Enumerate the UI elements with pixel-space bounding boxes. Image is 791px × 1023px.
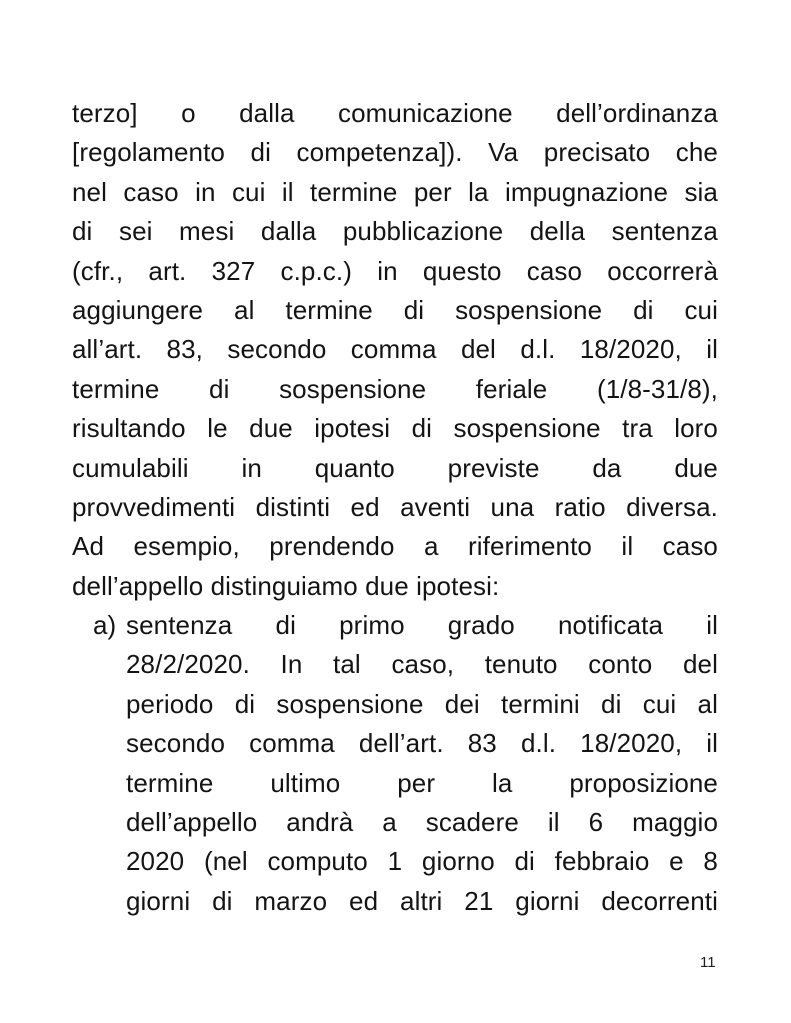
text-line: cumulabili in quanto previste da due bbox=[72, 452, 718, 483]
list-item-a-marker: a) bbox=[93, 610, 117, 641]
list-item-a-lines bbox=[126, 606, 718, 921]
text-line: aggiungere al termine di sospensione di cui bbox=[72, 294, 718, 325]
text-line: dell’appello distinguiamo due ipotesi: bbox=[72, 570, 500, 601]
page-number: 11 bbox=[700, 954, 716, 971]
text-line: nel caso in cui il termine per la impugnazione sia bbox=[72, 176, 718, 207]
text-line: risultando le due ipotesi di sospensione tra loro bbox=[72, 413, 718, 444]
text-line: Ad esempio, prendendo a riferimento il caso bbox=[72, 531, 718, 562]
text-line: termine di sospensione feriale (1/8-31/8), bbox=[72, 373, 718, 404]
text-line: sentenza di primo grado notificata il bbox=[126, 610, 718, 641]
text-line: 2020 (nel computo 1 giorno di febbraio e 8 bbox=[126, 846, 718, 877]
text-line: (cfr., art. 327 c.p.c.) in questo caso occorrerà bbox=[72, 255, 718, 286]
list-item-a bbox=[72, 606, 718, 921]
text-line: giorni di marzo ed altri 21 giorni decorrenti bbox=[126, 885, 718, 916]
text-line: periodo di sospensione dei termini di cui al bbox=[126, 688, 718, 719]
text-line: secondo comma dell’art. 83 d.l. 18/2020, il bbox=[126, 728, 718, 759]
text-line: provvedimenti distinti ed aventi una ratio diversa. bbox=[72, 491, 718, 522]
text-line: dell’appello andrà a scadere il 6 maggio bbox=[126, 807, 718, 838]
text-line: terzo] o dalla comunicazione dell’ordinanza bbox=[72, 98, 718, 128]
text-line: [regolamento di competenza]). Va precisato che bbox=[72, 137, 718, 168]
text-line: all’art. 83, secondo comma del d.l. 18/2020, il bbox=[72, 334, 718, 365]
text-line: di sei mesi dalla pubblicazione della sentenza bbox=[72, 216, 718, 247]
paragraph bbox=[72, 94, 718, 606]
text-block bbox=[72, 94, 718, 921]
text-line: 28/2/2020. In tal caso, tenuto conto del bbox=[126, 649, 718, 680]
text-line: termine ultimo per la proposizione bbox=[126, 767, 718, 798]
